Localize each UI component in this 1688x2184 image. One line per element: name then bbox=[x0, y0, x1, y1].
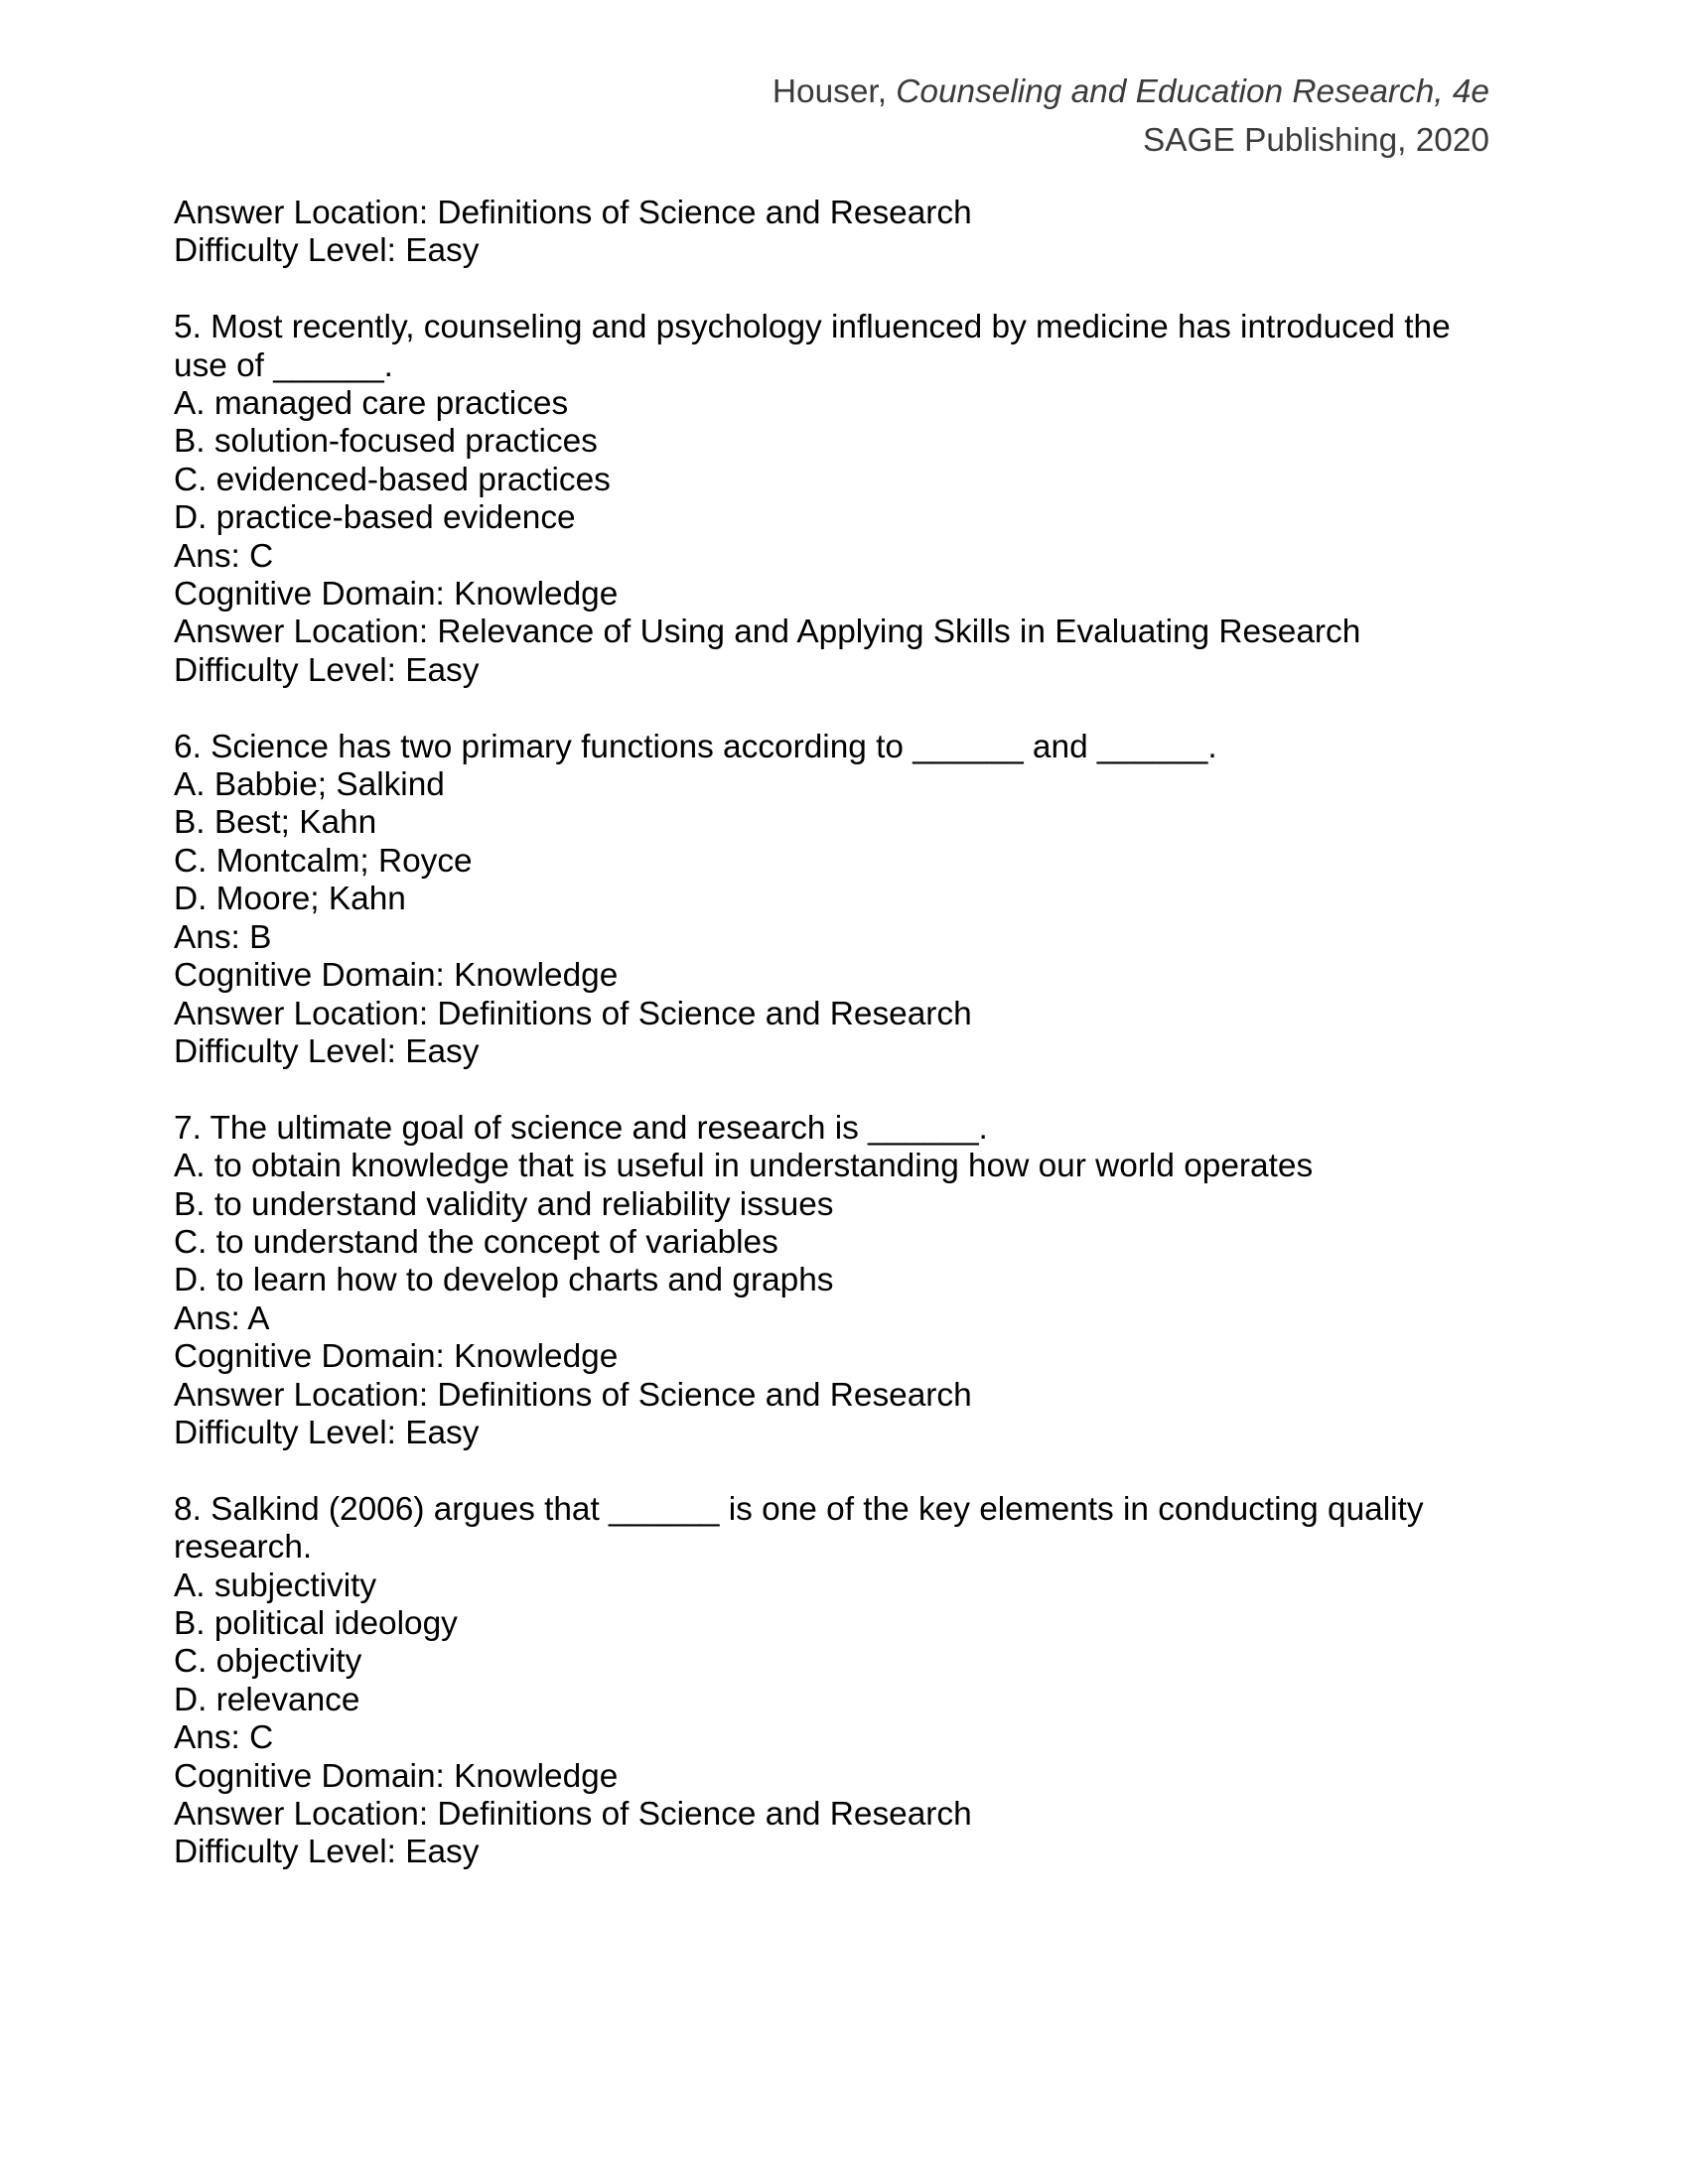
cognitive-domain-line: Cognitive Domain: Knowledge bbox=[174, 957, 619, 995]
header-author: Houser, bbox=[772, 73, 897, 110]
answer-location-line: Answer Location: Definitions of Science and Research bbox=[174, 1376, 972, 1414]
question-block-5 bbox=[174, 309, 1524, 690]
question-stem-line: 5. Most recently, counseling and psychology influenced by medicine has introduced the bbox=[174, 309, 1451, 346]
choice-a: A. Babbie; Salkind bbox=[174, 766, 445, 804]
choice-d: D. practice-based evidence bbox=[174, 499, 576, 537]
cognitive-domain-line: Cognitive Domain: Knowledge bbox=[174, 576, 619, 614]
question-stem-line: 6. Science has two primary functions according to ______ and ______. bbox=[174, 728, 1217, 765]
choice-a: A. to obtain knowledge that is useful in understanding how our world operates bbox=[174, 1148, 1314, 1185]
choice-c: C. to understand the concept of variables bbox=[174, 1223, 778, 1261]
question-stem-line: 7. The ultimate goal of science and research is ______. bbox=[174, 1109, 988, 1147]
answer-line: Ans: C bbox=[174, 537, 274, 575]
intro-metadata-block bbox=[174, 195, 1524, 271]
difficulty-line: Difficulty Level: Easy bbox=[174, 1032, 480, 1070]
question-stem-line: research. bbox=[174, 1529, 313, 1567]
choice-d: D. to learn how to develop charts and graphs bbox=[174, 1262, 834, 1299]
answer-location-line: Answer Location: Definitions of Science and Research bbox=[174, 995, 972, 1032]
cognitive-domain-line: Cognitive Domain: Knowledge bbox=[174, 1757, 619, 1795]
answer-line: Ans: C bbox=[174, 1719, 274, 1757]
question-stem-line: use of ______. bbox=[174, 346, 393, 384]
answer-location-line: Answer Location: Definitions of Science and Research bbox=[174, 195, 972, 231]
header-byline bbox=[773, 73, 1489, 111]
question-block-6 bbox=[174, 729, 1524, 1072]
choice-a: A. managed care practices bbox=[174, 385, 569, 423]
choice-b: B. Best; Kahn bbox=[174, 804, 377, 842]
question-stem-line: 8. Salkind (2006) argues that ______ is one of the key elements in conducting quality bbox=[174, 1490, 1424, 1528]
choice-d: D. relevance bbox=[174, 1681, 360, 1718]
difficulty-line: Difficulty Level: Easy bbox=[174, 651, 480, 689]
cognitive-domain-line: Cognitive Domain: Knowledge bbox=[174, 1338, 619, 1376]
answer-location-line: Answer Location: Relevance of Using and Applying Skills in Evaluating Research bbox=[174, 614, 1361, 651]
difficulty-line: Difficulty Level: Easy bbox=[174, 232, 480, 270]
answer-line: Ans: A bbox=[174, 1299, 270, 1337]
page-header bbox=[773, 73, 1489, 161]
header-publisher: SAGE Publishing, 2020 bbox=[1143, 122, 1489, 160]
answer-location-line: Answer Location: Definitions of Science and Research bbox=[174, 1796, 972, 1833]
choice-d: D. Moore; Kahn bbox=[174, 881, 406, 918]
answer-line: Ans: B bbox=[174, 918, 272, 956]
choice-a: A. subjectivity bbox=[174, 1567, 377, 1604]
question-block-7 bbox=[174, 1110, 1524, 1453]
choice-b: B. to understand validity and reliability issues bbox=[174, 1185, 834, 1223]
choice-b: B. solution-focused practices bbox=[174, 423, 598, 461]
header-book-title: Counseling and Education Research, 4e bbox=[896, 73, 1489, 110]
choice-c: C. evidenced-based practices bbox=[174, 461, 611, 498]
difficulty-line: Difficulty Level: Easy bbox=[174, 1834, 480, 1871]
choice-b: B. political ideology bbox=[174, 1604, 458, 1642]
choice-c: C. objectivity bbox=[174, 1643, 362, 1681]
choice-c: C. Montcalm; Royce bbox=[174, 842, 473, 880]
document-body bbox=[174, 195, 1524, 1872]
difficulty-line: Difficulty Level: Easy bbox=[174, 1414, 480, 1451]
question-block-8 bbox=[174, 1491, 1524, 1872]
